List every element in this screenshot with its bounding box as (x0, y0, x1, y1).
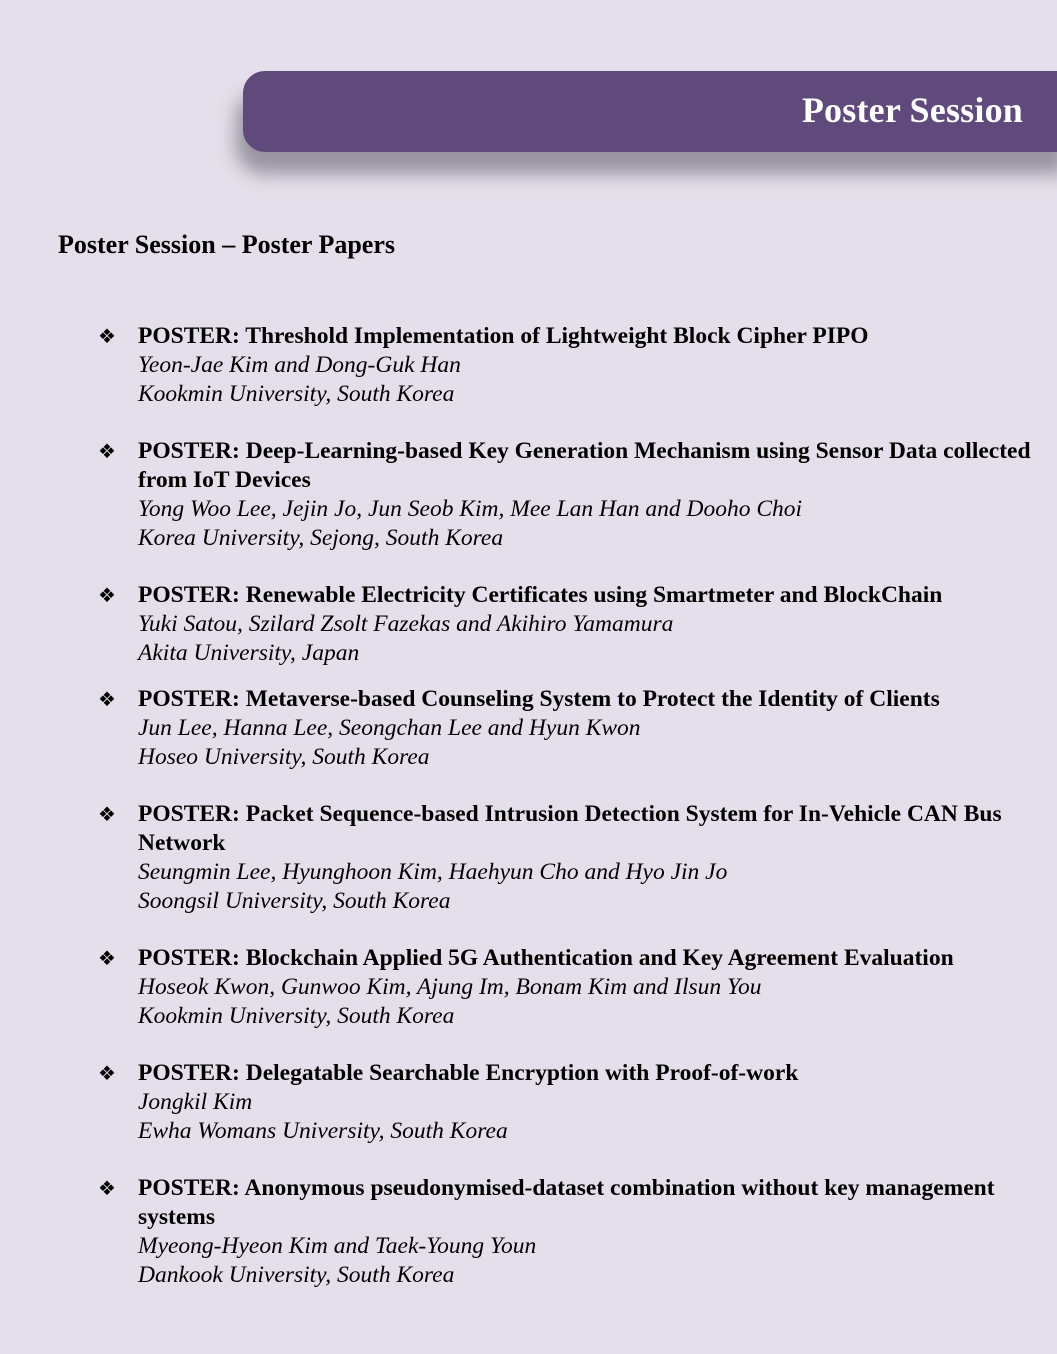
paper-authors: Yeon-Jae Kim and Dong-Guk Han (138, 352, 461, 378)
paper-affiliation: Hoseo University, South Korea (138, 744, 430, 770)
paper-affiliation: Soongsil University, South Korea (138, 888, 451, 914)
paper-affiliation: Kookmin University, South Korea (138, 1003, 455, 1029)
paper-affiliation: Akita University, Japan (138, 640, 360, 666)
paper-title: POSTER: Anonymous pseudonymised-dataset combination without key management systems (138, 1175, 995, 1230)
page-heading: Poster Session – Poster Papers (58, 230, 395, 259)
paper-title: POSTER: Renewable Electricity Certificates using Smartmeter and BlockChain (138, 582, 943, 608)
section-banner (243, 71, 1057, 152)
paper-title: POSTER: Packet Sequence-based Intrusion Detection System for In-Vehicle CAN Bus Network (138, 801, 1002, 856)
diamond-bullet-icon: ❖ (98, 1063, 116, 1085)
paper-authors: Myeong-Hyeon Kim and Taek-Young Youn (138, 1233, 537, 1259)
diamond-bullet-icon: ❖ (98, 326, 116, 348)
paper-affiliation: Kookmin University, South Korea (138, 381, 455, 407)
paper-title: POSTER: Blockchain Applied 5G Authentication and Key Agreement Evaluation (138, 945, 954, 971)
paper-authors: Yuki Satou, Szilard Zsolt Fazekas and Akihiro Yamamura (138, 611, 674, 637)
paper-authors: Hoseok Kwon, Gunwoo Kim, Ajung Im, Bonam Kim and Ilsun You (138, 974, 762, 1000)
paper-affiliation: Dankook University, South Korea (138, 1262, 455, 1288)
paper-authors: Seungmin Lee, Hyunghoon Kim, Haehyun Cho and Hyo Jin Jo (138, 859, 728, 885)
paper-entry (98, 1174, 1038, 1290)
paper-entry (98, 1059, 1038, 1146)
paper-entry (98, 800, 1038, 916)
paper-authors: Jun Lee, Hanna Lee, Seongchan Lee and Hyun Kwon (138, 715, 641, 741)
paper-title: POSTER: Deep-Learning-based Key Generation Mechanism using Sensor Data collected from IoT Devices (138, 438, 1031, 493)
paper-affiliation: Ewha Womans University, South Korea (138, 1118, 508, 1144)
paper-title: POSTER: Metaverse-based Counseling System to Protect the Identity of Clients (138, 686, 940, 712)
paper-title: POSTER: Threshold Implementation of Lightweight Block Cipher PIPO (138, 323, 869, 349)
diamond-bullet-icon: ❖ (98, 585, 116, 607)
diamond-bullet-icon: ❖ (98, 689, 116, 711)
diamond-bullet-icon: ❖ (98, 1178, 116, 1200)
paper-entry (98, 581, 1038, 668)
diamond-bullet-icon: ❖ (98, 441, 116, 463)
paper-entry (98, 685, 1038, 772)
banner-title: Poster Session (801, 90, 1023, 130)
paper-affiliation: Korea University, Sejong, South Korea (138, 525, 504, 551)
paper-authors: Yong Woo Lee, Jejin Jo, Jun Seob Kim, Mee Lan Han and Dooho Choi (138, 496, 803, 522)
diamond-bullet-icon: ❖ (98, 804, 116, 826)
paper-title: POSTER: Delegatable Searchable Encryption with Proof-of-work (138, 1060, 799, 1086)
paper-entry (98, 322, 1038, 409)
paper-entry (98, 944, 1038, 1031)
diamond-bullet-icon: ❖ (98, 948, 116, 970)
paper-authors: Jongkil Kim (138, 1089, 253, 1115)
paper-entry (98, 437, 1038, 553)
